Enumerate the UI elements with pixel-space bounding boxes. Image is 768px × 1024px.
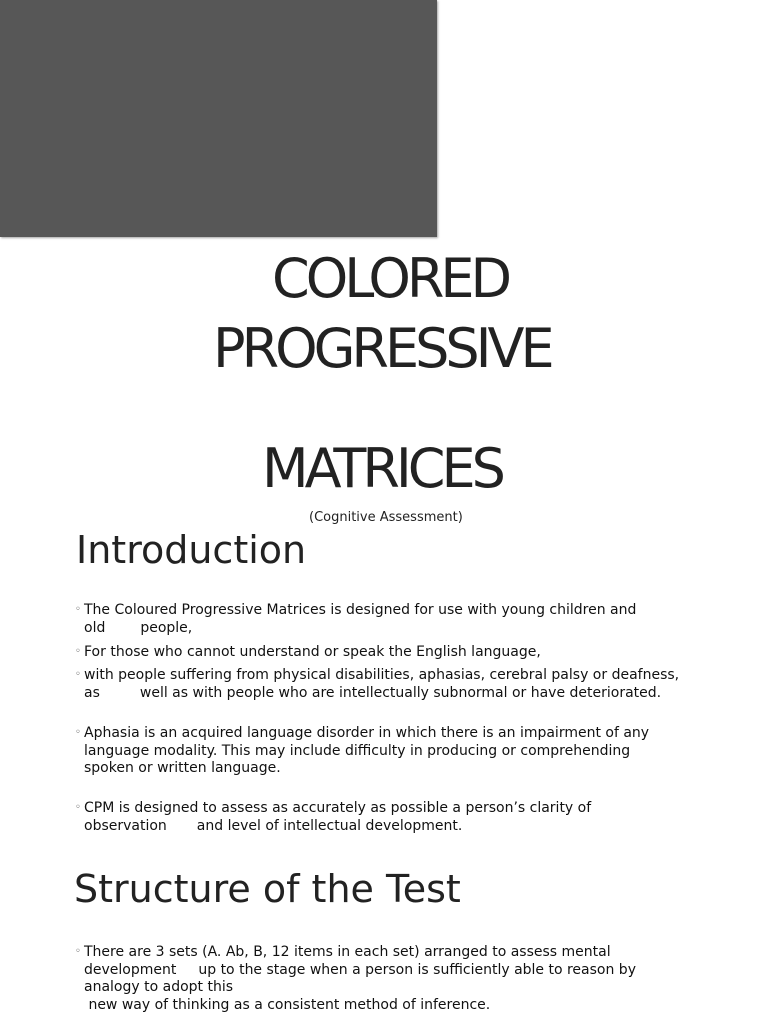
structure-paragraph-1 bbox=[75, 944, 685, 1014]
title-line-1: COLORED bbox=[272, 247, 509, 310]
paragraph-line: For those who cannot understand or speak the English language, bbox=[84, 644, 541, 660]
bullet-icon: ◦ bbox=[75, 727, 81, 738]
paragraph-line: Aphasia is an acquired language disorder in which there is an impairment of any bbox=[84, 725, 650, 741]
paragraph-line: new way of thinking as a consistent method of inference. bbox=[84, 996, 491, 1013]
paragraph-line: language modality. This may include difficulty in producing or comprehending bbox=[84, 742, 631, 759]
line-segment: up to the stage when a person is sufficiently able to reason by bbox=[198, 961, 636, 978]
intro-paragraph-3 bbox=[75, 667, 685, 702]
paragraph-line: The Coloured Progressive Matrices is designed for use with young children and bbox=[84, 602, 637, 618]
header-banner bbox=[0, 0, 437, 237]
paragraph-line: CPM is designed to assess as accurately as possible a person’s clarity of bbox=[84, 800, 592, 816]
subtitle: (Cognitive Assessment) bbox=[309, 510, 463, 525]
paragraph-line bbox=[75, 685, 685, 703]
section-heading-introduction: Introduction bbox=[76, 528, 307, 572]
bullet-icon: ◦ bbox=[75, 646, 81, 657]
bullet-icon: ◦ bbox=[75, 669, 81, 680]
title-line-2: PROGRESSIVE bbox=[213, 317, 551, 380]
paragraph-line: spoken or written language. bbox=[84, 760, 281, 776]
paragraph-line bbox=[75, 962, 685, 980]
intro-paragraph-5 bbox=[75, 800, 685, 835]
paragraph-line: with people suffering from physical disabilities, aphasias, cerebral palsy or deafness, bbox=[84, 667, 680, 683]
paragraph-line: There are 3 sets (A. Ab, B, 12 items in each set) arranged to assess mental bbox=[84, 944, 611, 960]
line-segment: old bbox=[84, 619, 106, 636]
section-heading-structure: Structure of the Test bbox=[74, 867, 461, 911]
bullet-icon: ◦ bbox=[75, 604, 81, 615]
title-line-3: MATRICES bbox=[262, 437, 502, 500]
line-segment: as bbox=[84, 684, 100, 701]
line-segment: well as with people who are intellectually subnormal or have deteriorated. bbox=[139, 684, 662, 701]
intro-paragraph-2 bbox=[75, 644, 685, 662]
bullet-icon: ◦ bbox=[75, 802, 81, 813]
line-segment: and level of intellectual development. bbox=[196, 817, 463, 834]
intro-paragraph-1 bbox=[75, 602, 685, 637]
line-segment: observation bbox=[84, 817, 167, 834]
line-segment: people, bbox=[140, 619, 193, 636]
paragraph-line bbox=[75, 818, 685, 836]
line-segment: development bbox=[84, 961, 177, 978]
paragraph-line bbox=[75, 620, 685, 638]
bullet-icon: ◦ bbox=[75, 946, 81, 957]
paragraph-line: analogy to adopt this bbox=[84, 979, 234, 995]
intro-paragraph-4 bbox=[75, 725, 685, 778]
